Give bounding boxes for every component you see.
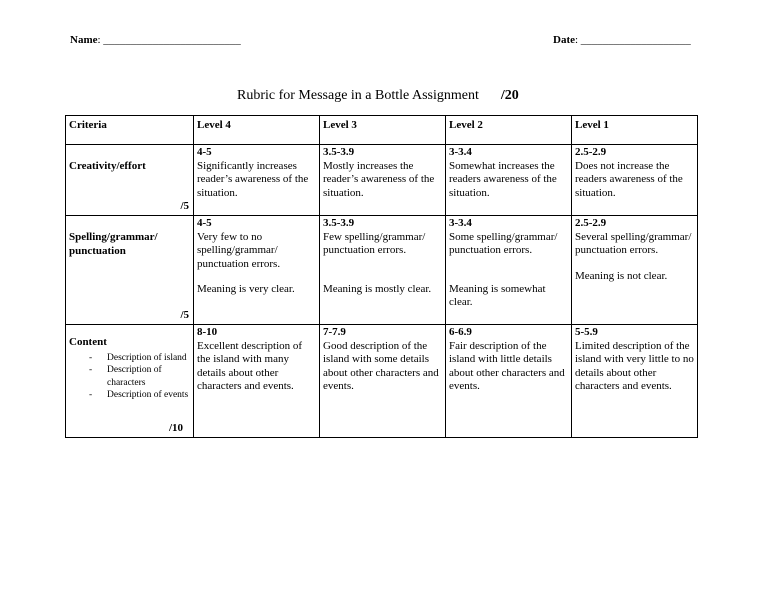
level-description: Limited description of the island with very little to no details about other characters and events. — [575, 339, 694, 392]
score-range: 8-10 — [197, 326, 218, 338]
name-line: : _________________________ — [97, 34, 241, 46]
level-cell — [446, 216, 572, 325]
level-description: Significantly increases reader’s awareness of the situation. — [197, 159, 309, 199]
level-description: Fair description of the island with little details about other characters and events. — [449, 339, 565, 392]
score-range: 7-7.9 — [323, 326, 346, 338]
score-range: 3.5-3.9 — [323, 217, 355, 229]
date-line: : ____________________ — [575, 34, 691, 46]
level-cell — [320, 145, 446, 216]
level-cell — [194, 145, 320, 216]
level-cell — [572, 216, 698, 325]
table-row — [66, 325, 698, 438]
date-field — [553, 34, 691, 46]
score-range: 4-5 — [197, 146, 212, 158]
level-cell — [320, 216, 446, 325]
level-cell — [572, 325, 698, 438]
criterion-subitems — [69, 352, 190, 402]
level-description: Mostly increases the reader’s awareness of the situation. — [323, 159, 435, 199]
level-description: Several spelling/grammar/ punctuation errors. — [575, 230, 692, 256]
criterion-points: /5 — [180, 308, 189, 321]
criterion-points: /5 — [180, 199, 189, 212]
score-range: 3-3.4 — [449, 146, 472, 158]
column-header: Level 2 — [446, 116, 572, 145]
level-cell — [446, 145, 572, 216]
level-cell — [194, 325, 320, 438]
level-description: Good description of the island with some details about other characters and events. — [323, 339, 439, 392]
criterion-cell — [66, 145, 194, 216]
level-cell — [446, 325, 572, 438]
meaning-note: Meaning is very clear. — [197, 283, 295, 295]
criterion-name: Creativity/effort — [69, 160, 146, 172]
level-cell — [320, 325, 446, 438]
level-description: Some spelling/grammar/ punctuation errors. — [449, 230, 558, 256]
list-item: - Description of events — [107, 389, 190, 402]
score-range: 2.5-2.9 — [575, 217, 607, 229]
criterion-cell — [66, 325, 194, 438]
table-row — [66, 216, 698, 325]
name-field — [70, 34, 241, 46]
header-row — [66, 116, 698, 145]
column-header: Level 1 — [572, 116, 698, 145]
level-cell — [194, 216, 320, 325]
level-description: Does not increase the readers awareness of the situation. — [575, 159, 683, 199]
score-range: 3.5-3.9 — [323, 146, 355, 158]
level-cell — [572, 145, 698, 216]
date-label: Date — [553, 34, 575, 46]
level-description: Very few to no spelling/grammar/ punctuation errors. — [197, 230, 281, 270]
page-title — [237, 88, 519, 104]
score-range: 2.5-2.9 — [575, 146, 607, 158]
level-description: Few spelling/grammar/ punctuation errors. — [323, 230, 426, 256]
score-range: 6-6.9 — [449, 326, 472, 338]
title-total: /20 — [500, 88, 519, 103]
score-range: 5-5.9 — [575, 326, 598, 338]
meaning-note: Meaning is somewhat clear. — [449, 282, 546, 308]
score-range: 3-3.4 — [449, 217, 472, 229]
list-item: - Description of characters — [107, 364, 190, 389]
criterion-name: Content — [69, 336, 107, 348]
name-label: Name — [70, 34, 98, 46]
criterion-name: Spelling/grammar/ punctuation — [69, 231, 158, 257]
title-text: Rubric for Message in a Bottle Assignment — [237, 88, 479, 103]
score-range: 4-5 — [197, 217, 212, 229]
table-row — [66, 145, 698, 216]
meaning-note: Meaning is mostly clear. — [323, 282, 432, 295]
column-header: Criteria — [66, 116, 194, 145]
level-description: Somewhat increases the readers awareness of the situation. — [449, 159, 557, 199]
rubric-table — [65, 115, 698, 438]
list-item: - Description of island — [107, 352, 190, 365]
level-description: Excellent description of the island with many details about other characters and events. — [197, 339, 303, 392]
meaning-note: Meaning is not clear. — [575, 269, 668, 282]
criterion-points: /10 — [168, 421, 183, 434]
column-header: Level 4 — [194, 116, 320, 145]
criterion-cell — [66, 216, 194, 325]
column-header: Level 3 — [320, 116, 446, 145]
